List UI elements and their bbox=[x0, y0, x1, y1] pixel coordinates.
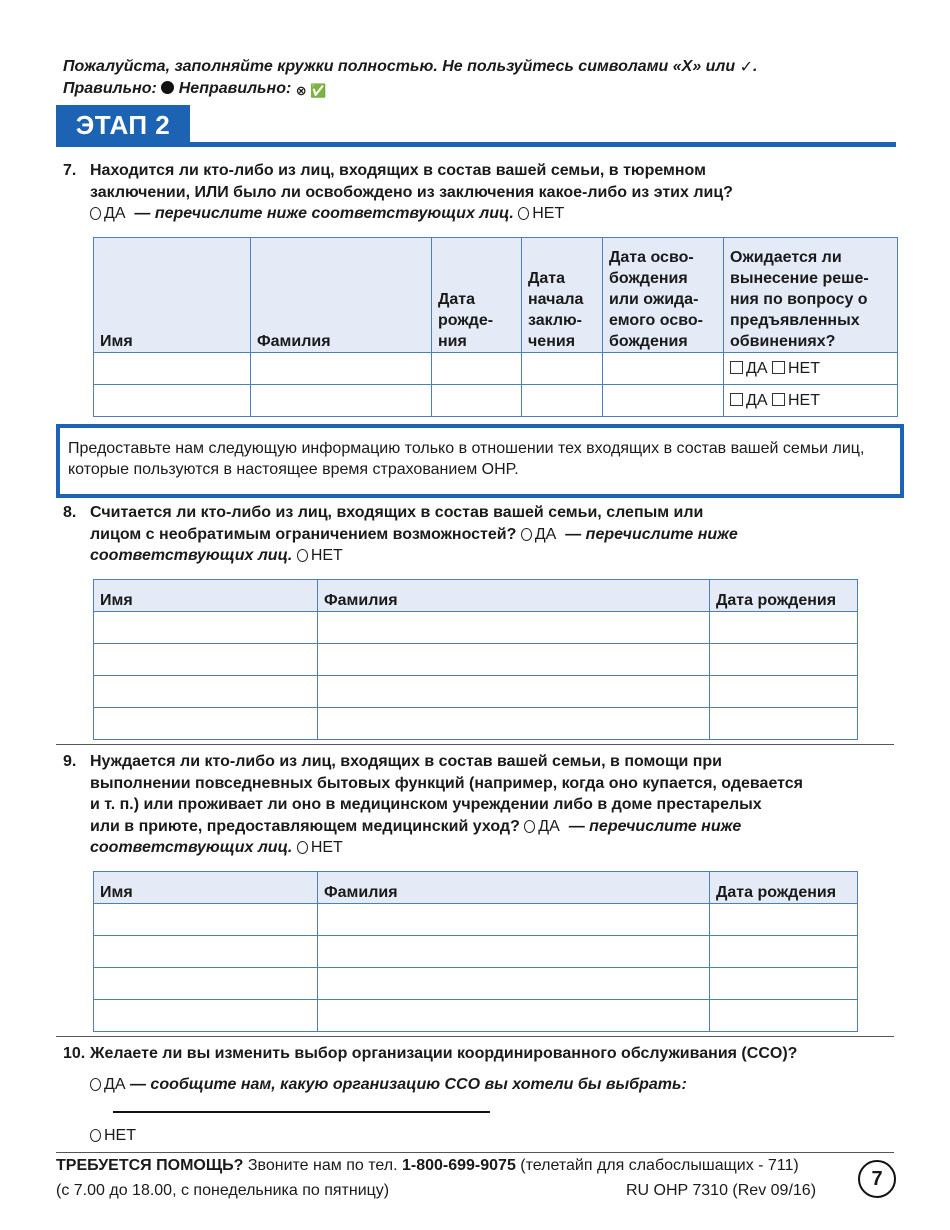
cell-input[interactable] bbox=[522, 385, 603, 417]
cell-input[interactable] bbox=[94, 936, 318, 968]
cell-input[interactable] bbox=[94, 385, 251, 417]
cell-input[interactable] bbox=[318, 612, 710, 644]
q8-yes-label: ДА bbox=[534, 525, 557, 543]
q9-yes-note-2: соответствующих лиц. bbox=[90, 839, 293, 856]
q9-yes-note: — перечислите ниже bbox=[568, 817, 742, 835]
col-first-name: Имя bbox=[94, 238, 251, 353]
help-text: Звоните нам по тел. bbox=[247, 1157, 398, 1174]
table-row bbox=[94, 353, 898, 385]
cell-input[interactable] bbox=[251, 385, 432, 417]
footer-divider bbox=[56, 1152, 894, 1153]
charges-choice bbox=[724, 353, 898, 385]
yes-label: ДА bbox=[746, 359, 768, 377]
yes-checkbox[interactable] bbox=[730, 361, 743, 374]
question-9-text-4: или в приюте, предоставляющем медицинский уход? bbox=[90, 817, 520, 835]
cell-input[interactable] bbox=[710, 904, 858, 936]
col-last-name: Фамилия bbox=[318, 872, 710, 904]
table-row bbox=[94, 968, 858, 1000]
section-divider bbox=[56, 744, 894, 745]
table-row bbox=[94, 385, 898, 417]
col-birth-date: Дата рожде-ния bbox=[432, 238, 522, 353]
table-row bbox=[94, 1000, 858, 1032]
question-8-text-1: Считается ли кто-либо из лиц, входящих в состав вашей семьи, слепым или bbox=[90, 504, 704, 521]
cell-input[interactable] bbox=[710, 644, 858, 676]
stage-header: ЭТАП 2 bbox=[56, 105, 190, 145]
help-tty: (телетайп для слабослышащих - 711) bbox=[520, 1157, 799, 1174]
q9-table bbox=[93, 871, 858, 1032]
question-9 bbox=[63, 751, 893, 861]
cell-input[interactable] bbox=[710, 936, 858, 968]
col-birth-date: Дата рождения bbox=[710, 580, 858, 612]
cell-input[interactable] bbox=[94, 904, 318, 936]
question-7-text-1: Находится ли кто-либо из лиц, входящих в состав вашей семьи, в тюремном bbox=[90, 162, 706, 179]
col-charges: Ожидается ли вынесение реше-ния по вопросу о предъявленных обвинениях? bbox=[724, 238, 898, 353]
cell-input[interactable] bbox=[94, 353, 251, 385]
q8-table bbox=[93, 579, 858, 740]
table-row bbox=[94, 936, 858, 968]
instructions-period: . bbox=[753, 58, 758, 75]
q10-no-option bbox=[90, 1125, 136, 1147]
question-8-text-2: лицом с необратимым ограничением возможностей? bbox=[90, 525, 517, 543]
q7-yes-note: — перечислите ниже соответствующих лиц. bbox=[134, 205, 514, 222]
q10-yes-option bbox=[90, 1074, 687, 1096]
page-number: 7 bbox=[858, 1160, 896, 1198]
question-10 bbox=[63, 1043, 893, 1065]
cell-input[interactable] bbox=[710, 676, 858, 708]
table-row bbox=[94, 612, 858, 644]
question-10-text: Желаете ли вы изменить выбор организации координированного обслуживания (CCO)? bbox=[90, 1045, 798, 1062]
table-row bbox=[94, 644, 858, 676]
q8-yes-note: — перечислите ниже bbox=[565, 525, 738, 543]
q10-no-radio[interactable] bbox=[90, 1129, 101, 1142]
incorrect-marks-icon: ⊗ ✅ bbox=[295, 83, 327, 98]
question-7-text-2: заключении, ИЛИ было ли освобождено из заключения какое-либо из этих лиц? bbox=[90, 183, 733, 201]
help-heading: ТРЕБУЕТСЯ ПОМОЩЬ? bbox=[56, 1157, 244, 1174]
no-label: НЕТ bbox=[787, 359, 820, 377]
filled-circle-icon bbox=[161, 81, 174, 94]
instructions-line1: Пожалуйста, заполняйте кружки полностью. Не пользуйтесь символами «X» или bbox=[63, 58, 736, 75]
cell-input[interactable] bbox=[94, 968, 318, 1000]
no-checkbox[interactable] bbox=[772, 393, 785, 406]
no-checkbox[interactable] bbox=[772, 361, 785, 374]
col-last-name: Фамилия bbox=[251, 238, 432, 353]
cell-input[interactable] bbox=[522, 353, 603, 385]
cell-input[interactable] bbox=[94, 612, 318, 644]
question-9-text-1: Нуждается ли кто-либо из лиц, входящих в состав вашей семьи, в помощи при bbox=[90, 753, 722, 770]
question-number: 9. bbox=[63, 753, 77, 770]
cell-input[interactable] bbox=[603, 385, 724, 417]
q9-no-radio[interactable] bbox=[297, 841, 308, 854]
q7-yes-label: ДА bbox=[104, 205, 126, 222]
col-start-date: Дата начала заклю-чения bbox=[522, 238, 603, 353]
q9-yes-label: ДА bbox=[538, 817, 560, 835]
cell-input[interactable] bbox=[318, 644, 710, 676]
cell-input[interactable] bbox=[318, 708, 710, 740]
section-divider bbox=[56, 1036, 894, 1037]
yes-label: ДА bbox=[746, 391, 768, 409]
cell-input[interactable] bbox=[710, 1000, 858, 1032]
cell-input[interactable] bbox=[94, 676, 318, 708]
col-release-date: Дата осво-бождения или ожида-емого осво-бождения bbox=[603, 238, 724, 353]
col-last-name: Фамилия bbox=[318, 580, 710, 612]
table-row bbox=[94, 676, 858, 708]
fill-instructions bbox=[63, 56, 757, 101]
cell-input[interactable] bbox=[318, 968, 710, 1000]
ohp-info-box: Предоставьте нам следующую информацию только в отношении тех входящих в состав вашей семьи лиц, которые пользуются в настоящее время страхованием OHP. bbox=[56, 424, 904, 498]
q10-yes-note: — сообщите нам, какую организацию CCO вы хотели бы выбрать: bbox=[129, 1076, 687, 1093]
incorrect-label: Неправильно: bbox=[178, 80, 292, 97]
q7-yes-radio[interactable] bbox=[90, 207, 101, 220]
cell-input[interactable] bbox=[318, 676, 710, 708]
col-birth-date: Дата рождения bbox=[710, 872, 858, 904]
q7-no-label: НЕТ bbox=[532, 205, 565, 222]
cell-input[interactable] bbox=[432, 385, 522, 417]
yes-checkbox[interactable] bbox=[730, 393, 743, 406]
cell-input[interactable] bbox=[318, 936, 710, 968]
cell-input[interactable] bbox=[432, 353, 522, 385]
help-phone: 1-800-699-9075 bbox=[401, 1157, 516, 1174]
q8-no-radio[interactable] bbox=[297, 549, 308, 562]
cell-input[interactable] bbox=[603, 353, 724, 385]
cco-answer-line[interactable] bbox=[113, 1111, 490, 1113]
cell-input[interactable] bbox=[710, 612, 858, 644]
charges-choice bbox=[724, 385, 898, 417]
cell-input[interactable] bbox=[94, 708, 318, 740]
cell-input[interactable] bbox=[251, 353, 432, 385]
question-number: 10. bbox=[63, 1045, 86, 1062]
q9-no-label: НЕТ bbox=[310, 839, 343, 856]
help-hours: (с 7.00 до 18.00, с понедельника по пятницу) bbox=[56, 1182, 390, 1199]
q10-yes-radio[interactable] bbox=[90, 1078, 101, 1091]
cell-input[interactable] bbox=[318, 1000, 710, 1032]
correct-label: Правильно: bbox=[63, 80, 157, 97]
table-row bbox=[94, 904, 858, 936]
question-7 bbox=[63, 160, 893, 226]
table-row bbox=[94, 708, 858, 740]
q9-yes-radio[interactable] bbox=[524, 820, 535, 833]
question-number: 8. bbox=[63, 504, 77, 521]
col-first-name: Имя bbox=[94, 872, 318, 904]
cell-input[interactable] bbox=[318, 904, 710, 936]
q7-no-radio[interactable] bbox=[518, 207, 529, 220]
q10-yes-label: ДА bbox=[104, 1076, 126, 1093]
q7-table bbox=[93, 237, 898, 417]
cell-input[interactable] bbox=[710, 968, 858, 1000]
cell-input[interactable] bbox=[94, 644, 318, 676]
q8-yes-radio[interactable] bbox=[521, 528, 532, 541]
question-8 bbox=[63, 502, 893, 568]
check-icon: ✓ bbox=[739, 59, 754, 76]
cell-input[interactable] bbox=[94, 1000, 318, 1032]
no-label: НЕТ bbox=[787, 391, 820, 409]
q8-no-label: НЕТ bbox=[310, 547, 343, 564]
form-id: RU OHP 7310 (Rev 09/16) bbox=[626, 1182, 817, 1199]
question-9-text-3: и т. п.) или проживает ли оно в медицинском учреждении либо в доме престарелых bbox=[90, 796, 762, 813]
col-first-name: Имя bbox=[94, 580, 318, 612]
cell-input[interactable] bbox=[710, 708, 858, 740]
q10-no-label: НЕТ bbox=[104, 1127, 136, 1144]
question-9-text-2: выполнении повседневных бытовых функций (например, когда оно купается, одевается bbox=[90, 774, 803, 792]
stage-divider bbox=[56, 142, 896, 147]
q8-yes-note-2: соответствующих лиц. bbox=[90, 547, 293, 564]
question-number: 7. bbox=[63, 162, 77, 179]
